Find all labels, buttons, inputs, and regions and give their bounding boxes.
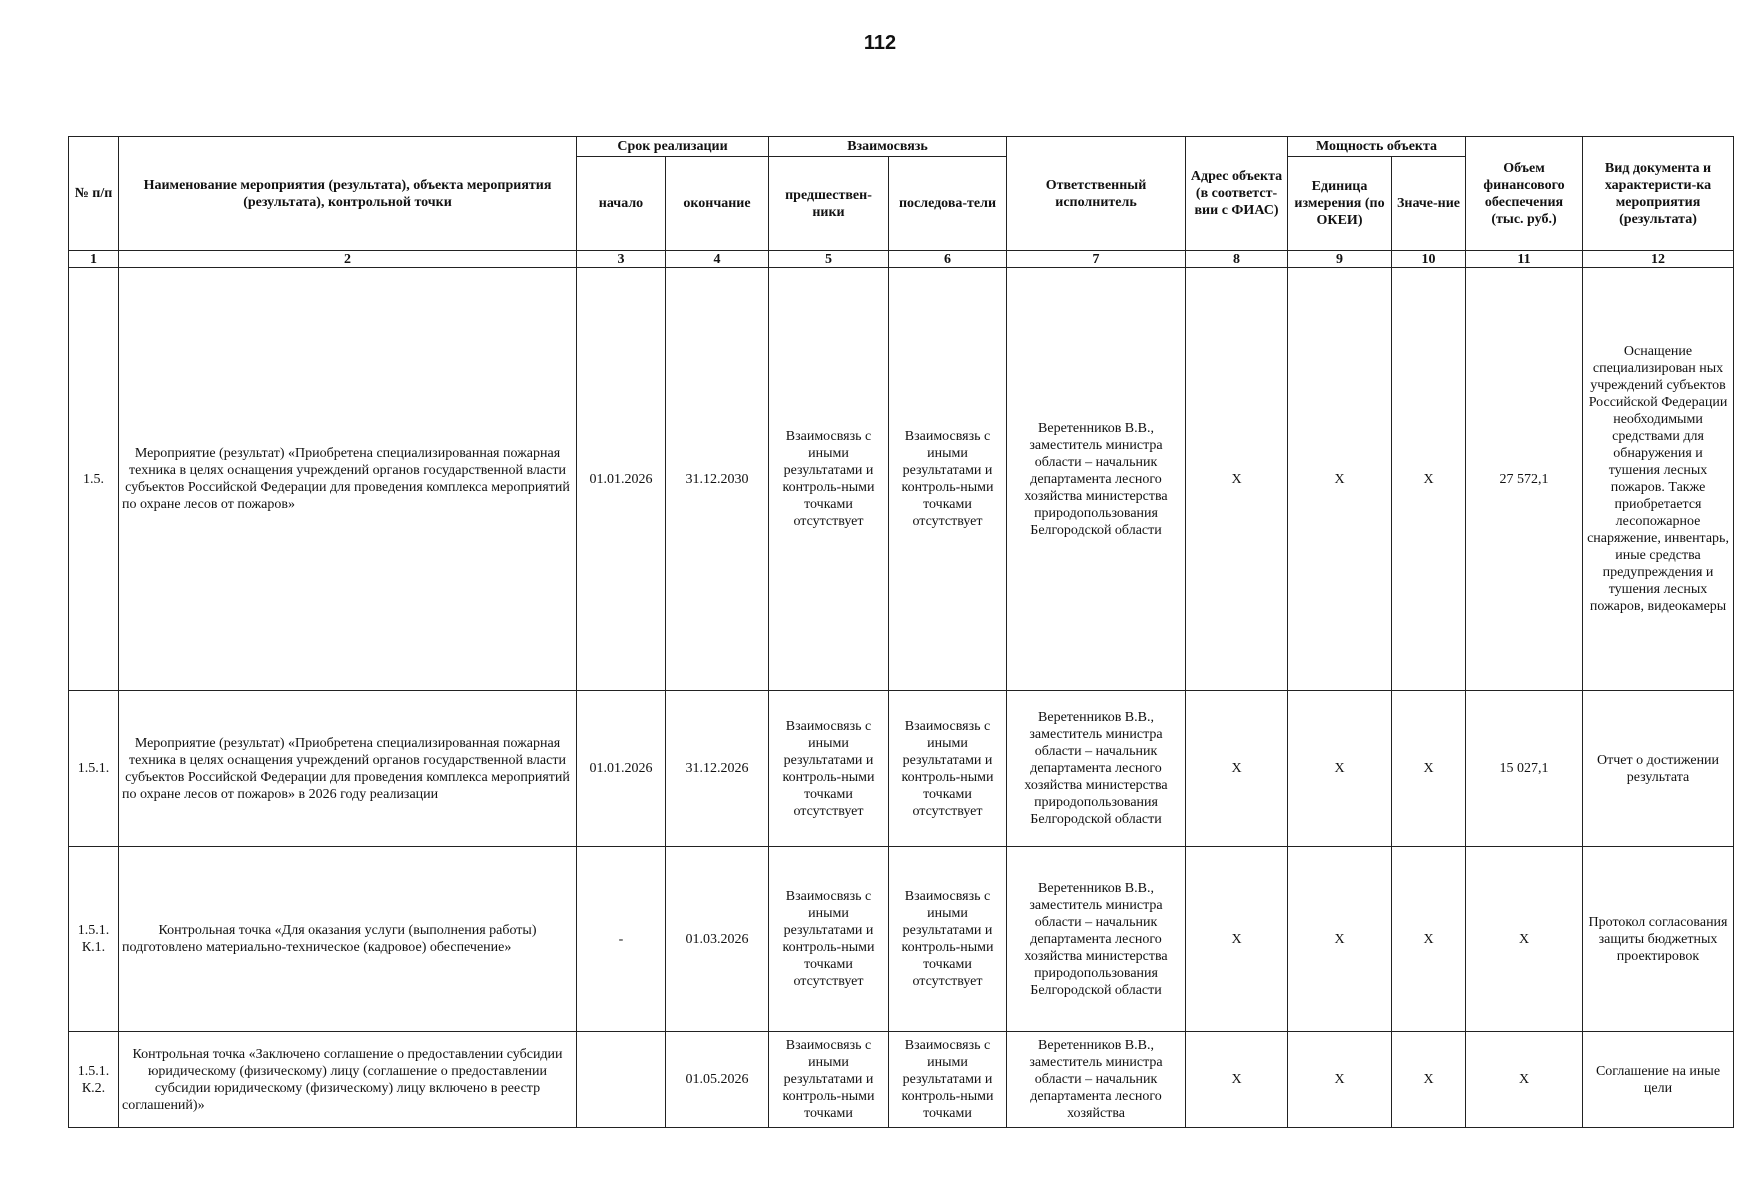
row-unit: X xyxy=(1288,847,1392,1032)
column-number: 3 xyxy=(577,251,666,268)
row-address: X xyxy=(1186,1032,1288,1128)
page-number: 112 xyxy=(863,32,897,54)
row-responsible: Веретенников В.В., заместитель министра области – начальник департамента лесного хозяйства министерства природопользования Белгородской области xyxy=(1007,847,1186,1032)
row-value: X xyxy=(1392,847,1466,1032)
row-name: Мероприятие (результат) «Приобретена специализированная пожарная техника в целях оснащения учреждений органов государственной власти субъектов Российской Федерации для проведения комплекса мероприятий по охране лесов от пожаров» xyxy=(119,268,577,691)
row-value: X xyxy=(1392,1032,1466,1128)
header-responsible: Ответственный исполнитель xyxy=(1007,137,1186,251)
header-finance: Объем финансового обеспечения (тыс. руб.) xyxy=(1466,137,1583,251)
column-number: 4 xyxy=(666,251,769,268)
row-number: 1.5.1. К.2. xyxy=(69,1032,119,1128)
row-end-date: 01.05.2026 xyxy=(666,1032,769,1128)
row-name: Мероприятие (результат) «Приобретена специализированная пожарная техника в целях оснащения учреждений органов государственной власти субъектов Российской Федерации для проведения комплекса мероприятий по охране лесов от пожаров» в 2026 году реализации xyxy=(119,691,577,847)
header-period-group: Срок реализации xyxy=(577,137,769,157)
row-unit: X xyxy=(1288,268,1392,691)
row-address: X xyxy=(1186,691,1288,847)
row-finance: 27 572,1 xyxy=(1466,268,1583,691)
column-number: 7 xyxy=(1007,251,1186,268)
header-num: № п/п xyxy=(69,137,119,251)
row-end-date: 01.03.2026 xyxy=(666,847,769,1032)
row-address: X xyxy=(1186,847,1288,1032)
row-successors: Взаимосвязь с иными результатами и контроль-ными точками xyxy=(889,1032,1007,1128)
header-predecessors: предшествен-ники xyxy=(769,157,889,251)
row-document: Оснащение специализирован ных учреждений субъектов Российской Федерации необходимыми средствами для обнаружения и тушения лесных пожаров. Также приобретается лесопожарное снаряжение, инвентарь, иные средства предупреждения и тушения лесных пожаров, видеокамеры xyxy=(1583,268,1734,691)
row-value: X xyxy=(1392,268,1466,691)
column-number: 1 xyxy=(69,251,119,268)
row-start-date xyxy=(577,1032,666,1128)
header-document: Вид документа и характеристи-ка мероприятия (результата) xyxy=(1583,137,1734,251)
header-start: начало xyxy=(577,157,666,251)
row-predecessors: Взаимосвязь с иными результатами и контроль-ными точками отсутствует xyxy=(769,268,889,691)
plan-table xyxy=(68,136,1734,1128)
column-number: 10 xyxy=(1392,251,1466,268)
row-successors: Взаимосвязь с иными результатами и контроль-ными точками отсутствует xyxy=(889,691,1007,847)
row-finance: 15 027,1 xyxy=(1466,691,1583,847)
table-row xyxy=(69,847,1734,1032)
row-start-date: 01.01.2026 xyxy=(577,268,666,691)
row-address: X xyxy=(1186,268,1288,691)
column-number: 2 xyxy=(119,251,577,268)
row-predecessors: Взаимосвязь с иными результатами и контроль-ными точками отсутствует xyxy=(769,691,889,847)
column-number: 5 xyxy=(769,251,889,268)
table-row xyxy=(69,1032,1734,1128)
header-link-group: Взаимосвязь xyxy=(769,137,1007,157)
row-start-date: 01.01.2026 xyxy=(577,691,666,847)
row-document: Отчет о достижении результата xyxy=(1583,691,1734,847)
table-row xyxy=(69,268,1734,691)
row-end-date: 31.12.2030 xyxy=(666,268,769,691)
table-row xyxy=(69,691,1734,847)
row-number: 1.5.1. К.1. xyxy=(69,847,119,1032)
column-number: 9 xyxy=(1288,251,1392,268)
header-value: Значе-ние xyxy=(1392,157,1466,251)
header-end: окончание xyxy=(666,157,769,251)
row-successors: Взаимосвязь с иными результатами и контроль-ными точками отсутствует xyxy=(889,268,1007,691)
column-number: 8 xyxy=(1186,251,1288,268)
header-address: Адрес объекта (в соответст-вии с ФИАС) xyxy=(1186,137,1288,251)
header-capacity-group: Мощность объекта xyxy=(1288,137,1466,157)
row-document: Протокол согласования защиты бюджетных проектировок xyxy=(1583,847,1734,1032)
row-name: Контрольная точка «Заключено соглашение о предоставлении субсидии юридическому (физическому) лицу (соглашение о предоставлении субсидии юридическому (физическому) лицу включено в реестр соглашений)» xyxy=(119,1032,577,1128)
row-responsible: Веретенников В.В., заместитель министра области – начальник департамента лесного хозяйства министерства природопользования Белгородской области xyxy=(1007,268,1186,691)
column-number: 11 xyxy=(1466,251,1583,268)
row-value: X xyxy=(1392,691,1466,847)
row-start-date: - xyxy=(577,847,666,1032)
row-unit: X xyxy=(1288,1032,1392,1128)
column-number: 6 xyxy=(889,251,1007,268)
row-unit: X xyxy=(1288,691,1392,847)
row-responsible: Веретенников В.В., заместитель министра области – начальник департамента лесного хозяйства министерства природопользования Белгородской области xyxy=(1007,691,1186,847)
row-document: Соглашение на иные цели xyxy=(1583,1032,1734,1128)
row-finance: X xyxy=(1466,847,1583,1032)
row-name: Контрольная точка «Для оказания услуги (выполнения работы) подготовлено материально-техническое (кадровое) обеспечение» xyxy=(119,847,577,1032)
header-successors: последова-тели xyxy=(889,157,1007,251)
row-number: 1.5. xyxy=(69,268,119,691)
column-number: 12 xyxy=(1583,251,1734,268)
row-end-date: 31.12.2026 xyxy=(666,691,769,847)
row-finance: X xyxy=(1466,1032,1583,1128)
row-predecessors: Взаимосвязь с иными результатами и контроль-ными точками отсутствует xyxy=(769,847,889,1032)
row-number: 1.5.1. xyxy=(69,691,119,847)
header-unit: Единица измерения (по ОКЕИ) xyxy=(1288,157,1392,251)
row-responsible: Веретенников В.В., заместитель министра области – начальник департамента лесного хозяйства xyxy=(1007,1032,1186,1128)
row-predecessors: Взаимосвязь с иными результатами и контроль-ными точками xyxy=(769,1032,889,1128)
header-name: Наименование мероприятия (результата), объекта мероприятия (результата), контрольной точки xyxy=(119,137,577,251)
row-successors: Взаимосвязь с иными результатами и контроль-ными точками отсутствует xyxy=(889,847,1007,1032)
